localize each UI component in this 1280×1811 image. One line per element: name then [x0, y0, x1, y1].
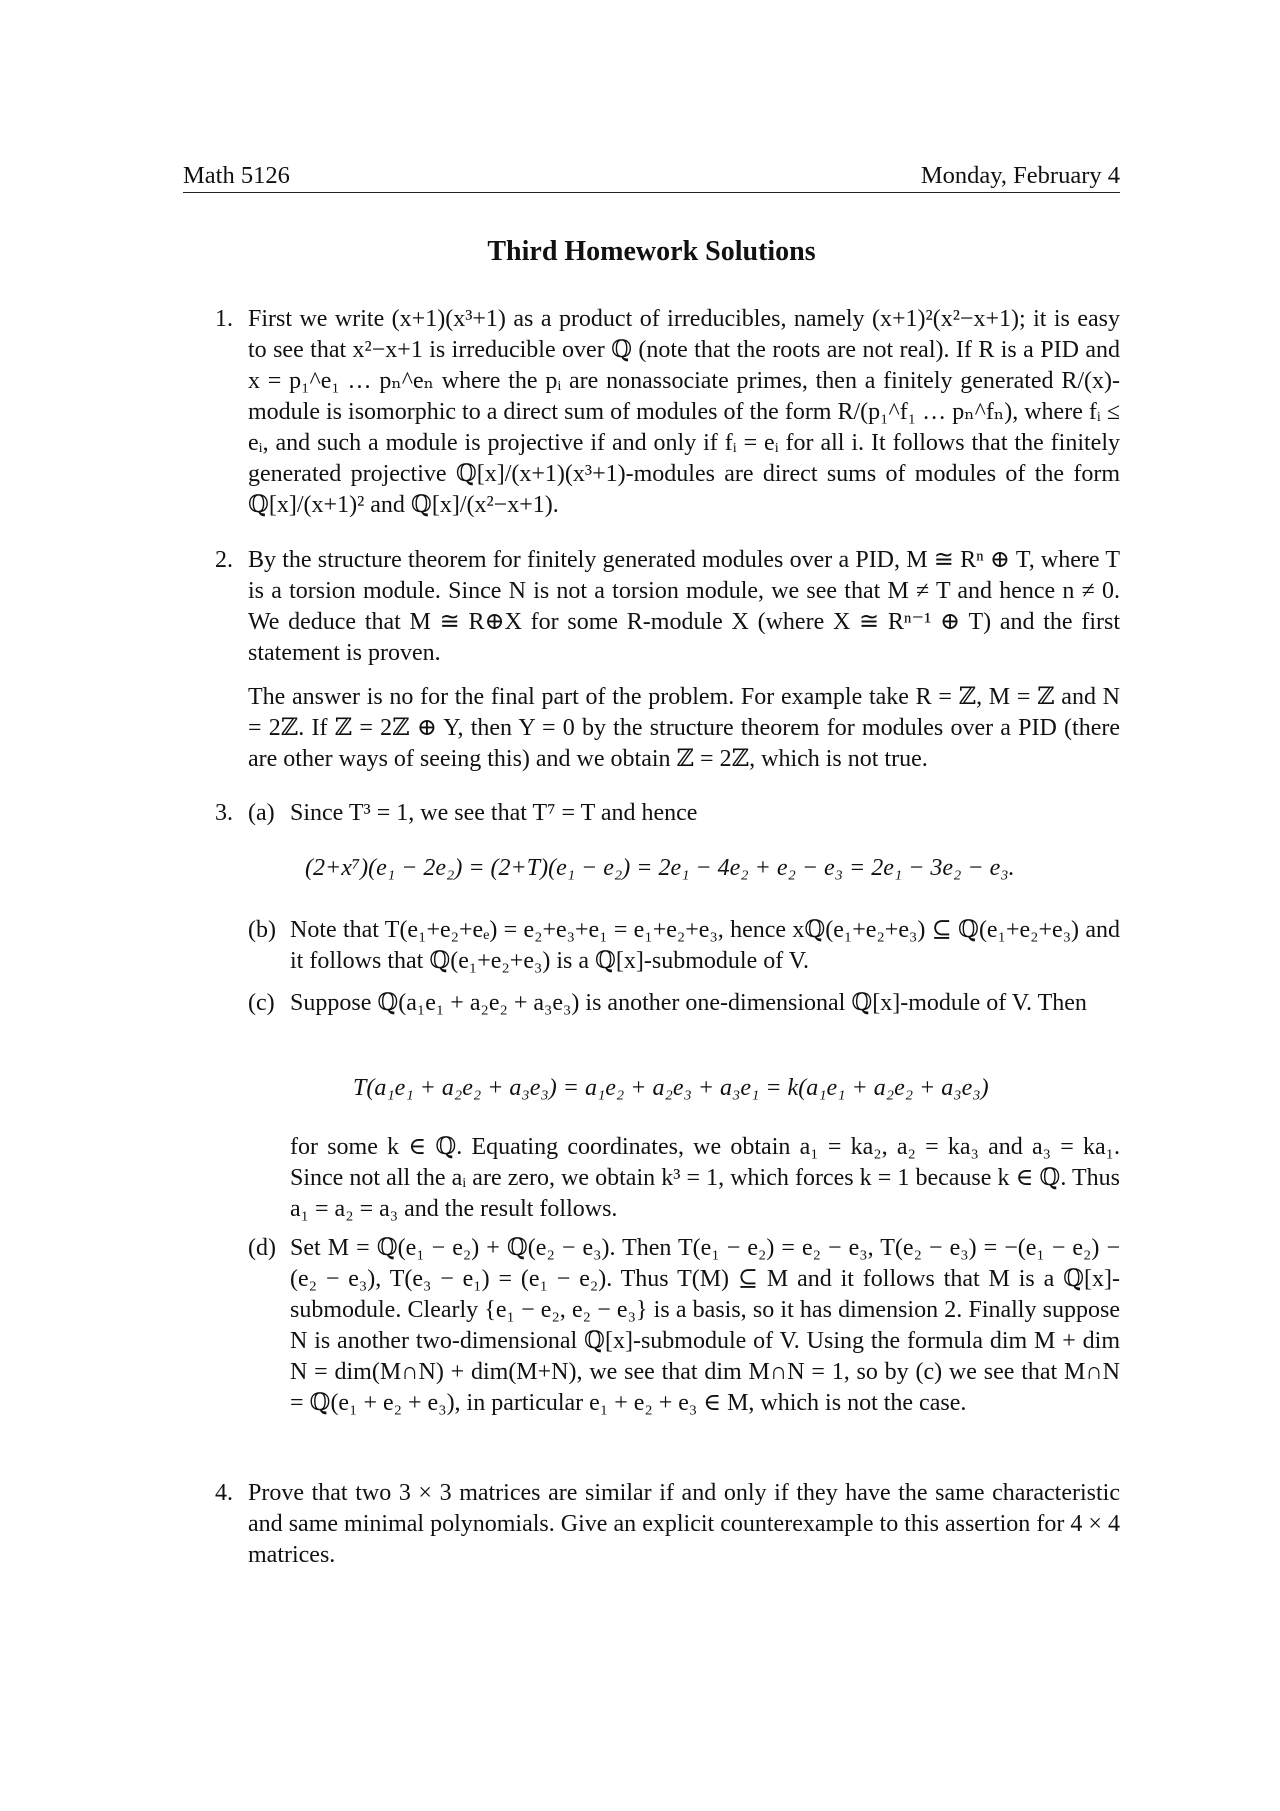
part-b-text: Note that T(e₁+e₂+eₑ) = e₂+e₃+e₁ = e₁+e₂+e₃, hence xℚ(e₁+e₂+e₃) ⊆ ℚ(e₁+e₂+e₃) and it follows that ℚ(e₁+e₂+e₃) is a ℚ[x]-submodule of V.: [290, 917, 1120, 974]
problem-4-number: 4.: [215, 1480, 233, 1506]
problem-2-number: 2.: [215, 547, 233, 573]
part-a-label: (a): [248, 800, 275, 826]
problem-1-number: 1.: [215, 306, 233, 332]
course-label: Math 5126: [183, 162, 290, 189]
part-c-text-continued: for some k ∈ ℚ. Equating coordinates, we obtain a₁ = ka₂, a₂ = ka₃ and a₃ = ka₁. Since not all the aᵢ are zero, we obtain k³ = 1, which forces k = 1 because k ∈ ℚ. Thus a₁ = a₂ = a₃ and the result follows.: [290, 1134, 1120, 1222]
part-b-label: (b): [248, 917, 276, 943]
problem-2-text-continued: The answer is no for the final part of the problem. For example take R = ℤ, M = ℤ and N = 2ℤ. If ℤ = 2ℤ ⊕ Y, then Y = 0 by the structure theorem for modules over a PID (there are other ways of seeing this) and we obtain ℤ = 2ℤ, which is not true.: [248, 684, 1120, 772]
problem-3-number: 3.: [215, 800, 233, 826]
problem-4-text: Prove that two 3 × 3 matrices are similar if and only if they have the same characteristic and same minimal polynomials. Give an explicit counterexample to this assertion for 4 × 4 matrices.: [248, 1480, 1120, 1568]
part-d-label: (d): [248, 1235, 276, 1261]
problem-2-text: By the structure theorem for finitely generated modules over a PID, M ≅ Rⁿ ⊕ T, where T is a torsion module. Since N is not a torsion module, we see that M ≠ T and hence n ≠ 0. We deduce that M ≅ R⊕X for some R-module X (where X ≅ Rⁿ⁻¹ ⊕ T) and the first statement is proven.: [248, 547, 1120, 666]
problem-1-text: First we write (x+1)(x³+1) as a product of irreducibles, namely (x+1)²(x²−x+1); it is easy to see that x²−x+1 is irreducible over ℚ (note that the roots are not real). If R is a PID and x = p₁^e₁ … pₙ^eₙ where the pᵢ are nonassociate primes, then a finitely generated R/(x)-module is isomorphic to a direct sum of modules of the form R/(p₁^f₁ … pₙ^fₙ), where fᵢ ≤ eᵢ, and such a module is projective if and only if fᵢ = eᵢ for all i. It follows that the finitely generated projective ℚ[x]/(x+1)(x³+1)-modules are direct sums of modules of the form ℚ[x]/(x+1)² and ℚ[x]/(x²−x+1).: [248, 306, 1120, 518]
part-c-label: (c): [248, 990, 275, 1016]
running-header: [183, 160, 1120, 193]
part-c-equation: T(a₁e₁ + a₂e₂ + a₃e₃) = a₁e₂ + a₂e₃ + a₃e₁ = k(a₁e₁ + a₂e₂ + a₃e₃): [353, 1075, 989, 1101]
part-c-text: Suppose ℚ(a₁e₁ + a₂e₂ + a₃e₃) is another one-dimensional ℚ[x]-module of V. Then: [290, 990, 1087, 1016]
part-d-text: Set M = ℚ(e₁ − e₂) + ℚ(e₂ − e₃). Then T(e₁ − e₂) = e₂ − e₃, T(e₂ − e₃) = −(e₁ − e₂) − (e₂ − e₃), T(e₃ − e₁) = (e₁ − e₂). Thus T(M) ⊆ M and it follows that M is a ℚ[x]-submodule. Clearly {e₁ − e₂, e₂ − e₃} is a basis, so it has dimension 2. Finally suppose N is another two-dimensional ℚ[x]-submodule of V. Using the formula dim M + dim N = dim(M∩N) + dim(M+N), we see that dim M∩N = 1, so by (c) we see that M∩N = ℚ(e₁ + e₂ + e₃), in particular e₁ + e₂ + e₃ ∈ M, which is not the case.: [290, 1235, 1120, 1416]
part-a-text: Since T³ = 1, we see that T⁷ = T and hence: [290, 800, 698, 826]
date-label: Monday, February 4: [920, 162, 1120, 189]
part-a-equation: (2+x⁷)(e₁ − 2e₂) = (2+T)(e₁ − e₂) = 2e₁ − 4e₂ + e₂ − e₃ = 2e₁ − 3e₂ − e₃.: [305, 855, 1015, 881]
document-title: Third Homework Solutions: [487, 236, 816, 267]
